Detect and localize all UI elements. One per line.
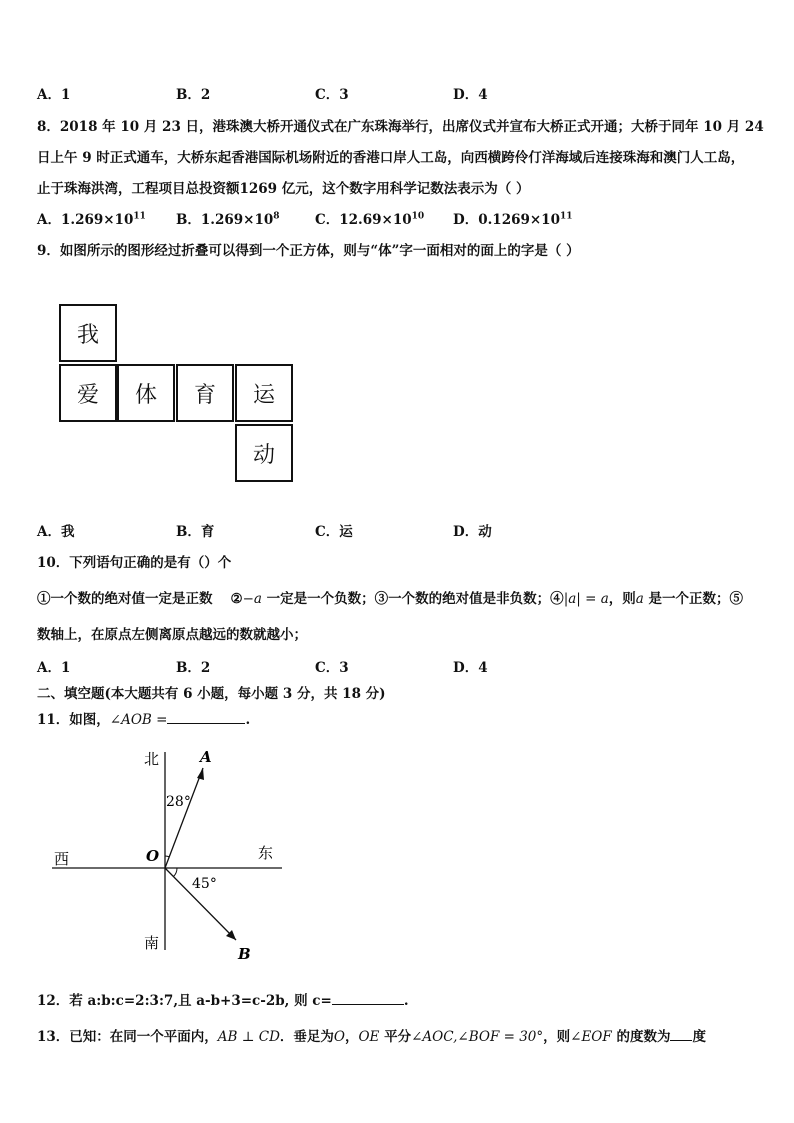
q8-option-b: B．$1.269\times 10^8$ (176, 211, 280, 228)
q10-option-a: A．1 (37, 660, 71, 676)
q13-answer-blank[interactable] (670, 1040, 692, 1041)
q8-text-line3: 止于珠海洪湾，工程项目总投资额1269 亿元，这个数字用科学记数法表示为（ ） (37, 181, 530, 197)
q10-option-d: D．4 (453, 660, 488, 676)
q7-option-a: A．1 (37, 87, 71, 103)
q10-text: 10．下列语句正确的是有（）个 (37, 555, 232, 571)
q9-option-b: B．育 (176, 524, 215, 540)
q12-answer-blank[interactable] (332, 1004, 404, 1005)
q8-text-line1: 8．2018 年 10 月 23 日，港珠澳大桥开通仪式在广东珠海举行，出席仪式并宣布大桥正式开通；大桥于同年 10 月 24 (37, 119, 764, 135)
q8-text-line2: 日上午 9 时正式通车，大桥东起香港国际机场附近的香港口岸人工岛，向西横跨伶仃洋海域后连接珠海和澳门人工岛， (37, 150, 745, 166)
net-cell-ti: 体 (117, 364, 175, 422)
arrow-a-icon (197, 768, 204, 780)
section-heading-fill-in: 二、填空题(本大题共有 6 小题，每小题 3 分，共 18 分) (37, 686, 386, 702)
q11-answer-blank[interactable] (167, 723, 245, 724)
q7-option-b: B．2 (176, 87, 211, 103)
angle-label-28: 28° (166, 794, 191, 810)
q9-option-d: D．动 (453, 524, 492, 540)
angle-label-45: 45° (192, 876, 217, 892)
net-cell-yun: 运 (235, 364, 293, 422)
label-b: B (238, 945, 251, 963)
label-a: A (200, 748, 212, 766)
q12-text: 12．若 a:b:c=2:3:7,且 a-b+3=c-2b, 则 c= . (37, 993, 409, 1009)
q10-option-b: B．2 (176, 660, 211, 676)
label-east: 东 (258, 844, 274, 862)
net-cell-yu: 育 (176, 364, 234, 422)
q10-option-c: C．3 (315, 660, 349, 676)
q13-text: 13．已知：在同一个平面内，AB ⊥ CD．垂足为O，OE 平分∠AOC,∠BOF = 30°，则∠EOF 的度数为 度 (37, 1029, 706, 1045)
ray-oa (165, 768, 203, 868)
q8-option-d: D．$0.1269\times 10^{11}$ (453, 211, 573, 228)
q7-option-d: D．4 (453, 87, 488, 103)
q10-statements-line2: 数轴上，在原点左侧离原点越远的数就越小； (37, 627, 307, 643)
q10-statements-line1: ①一个数的绝对值一定是正数 ②−a 一定是一个负数；③一个数的绝对值是非负数；④|a| = a，则a 是一个正数；⑤ (37, 591, 744, 607)
q9-text: 9．如图所示的图形经过折叠可以得到一个正方体，则与“体”字一面相对的面上的字是（ ） (37, 243, 580, 259)
q7-option-c: C．3 (315, 87, 349, 103)
q9-option-a: A．我 (37, 524, 75, 540)
q8-option-a: A．$1.269\times 10^{11}$ (37, 211, 146, 228)
angle-arc-45 (174, 868, 178, 877)
label-o: O (146, 847, 160, 865)
q8-option-c: C．$12.69\times 10^{10}$ (315, 211, 425, 228)
net-cell-wo: 我 (59, 304, 117, 362)
net-cell-ai: 爱 (59, 364, 117, 422)
label-west: 西 (54, 850, 70, 868)
q9-option-c: C．运 (315, 524, 353, 540)
q11-direction-figure (40, 740, 300, 970)
net-cell-dong: 动 (235, 424, 293, 482)
label-north: 北 (144, 750, 160, 768)
q11-text: 11．如图，∠AOB = . (37, 712, 251, 728)
label-south: 南 (144, 934, 160, 952)
